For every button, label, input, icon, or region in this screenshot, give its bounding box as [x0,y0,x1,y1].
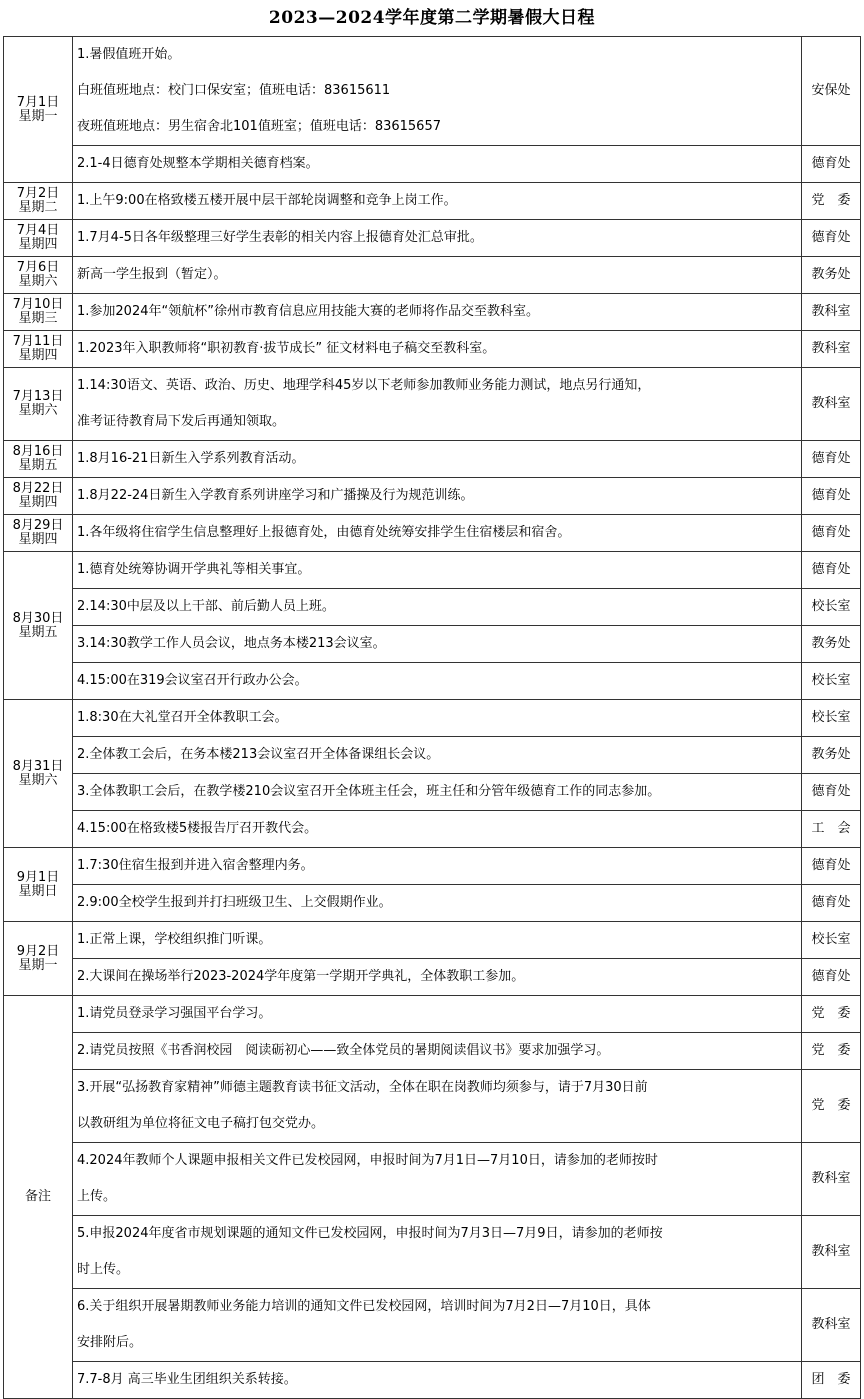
department-cell: 教科室 [802,1216,861,1289]
date-cell [4,441,73,478]
content-line: 2.14:30中层及以上干部、前后勤人员上班。 [77,599,335,614]
department-cell: 教科室 [802,1143,861,1216]
department-cell: 德育处 [802,959,861,996]
date-label: 8月16日 [12,444,64,459]
schedule-row [4,774,861,811]
weekday-label: 星期四 [18,237,58,252]
content-line: 1.参加2024年“领航杯”徐州市教育信息应用技能大赛的老师将作品交至教科室。 [77,304,539,319]
schedule-row [4,183,861,220]
department-cell: 德育处 [802,441,861,478]
schedule-row [4,996,861,1033]
schedule-row [4,1070,861,1143]
schedule-content [73,885,802,922]
schedule-content [73,368,802,441]
department-cell: 德育处 [802,515,861,552]
department-cell: 教务处 [802,737,861,774]
date-cell [4,478,73,515]
date-label: 7月11日 [12,334,64,349]
department-cell: 德育处 [802,478,861,515]
schedule-row [4,368,861,441]
schedule-content [73,220,802,257]
date-label: 7月2日 [16,186,60,201]
content-line: 2.9:00全校学生报到并打扫班级卫生、上交假期作业。 [77,895,392,910]
content-line: 以教研组为单位将征文电子稿打包交党办。 [77,1116,325,1131]
content-line: 1.正常上课，学校组织推门听课。 [77,932,272,947]
weekday-label: 星期一 [18,957,58,973]
department-cell: 教科室 [802,368,861,441]
department-cell: 安保处 [802,37,861,146]
schedule-row [4,220,861,257]
content-line: 1.2023年入职教师将“职初教育·拔节成长” 征文材料电子稿交至教科室。 [77,341,496,356]
date-cell [4,368,73,441]
department-cell: 教科室 [802,1289,861,1362]
date-cell [4,552,73,700]
schedule-content [73,811,802,848]
department-cell: 教科室 [802,331,861,368]
weekday-label: 星期日 [18,883,58,899]
schedule-content [73,1143,802,1216]
notes-label [4,996,73,1399]
schedule-row [4,552,861,589]
content-line: 2.大课间在操场举行2023-2024学年度第一学期开学典礼，全体教职工参加。 [77,969,525,984]
content-line: 1.8月22-24日新生入学教育系列讲座学习和广播操及行为规范训练。 [77,488,474,503]
department-cell: 德育处 [802,220,861,257]
content-line: 1.7月4-5日各年级整理三好学生表彰的相关内容上报德育处汇总审批。 [77,230,483,245]
date-label: 8月30日 [12,610,64,626]
schedule-row [4,478,861,515]
weekday-label: 星期六 [18,403,58,418]
schedule-content [73,1216,802,1289]
schedule-row [4,515,861,552]
weekday-label: 星期六 [18,772,58,788]
department-cell: 教科室 [802,294,861,331]
weekday-label: 星期四 [18,495,58,510]
weekday-label: 星期六 [18,274,58,289]
content-line: 时上传。 [77,1262,130,1277]
schedule-row [4,1143,861,1216]
schedule-row [4,441,861,478]
content-line: 上传。 [77,1189,117,1204]
schedule-content [73,959,802,996]
content-line: 5.申报2024年度省市规划课题的通知文件已发校园网，申报时间为7月3日—7月9日，请参加的老师按 [77,1226,663,1241]
content-line: 4.2024年教师个人课题申报相关文件已发校园网，申报时间为7月1日—7月10日，请参加的老师按时 [77,1153,658,1168]
schedule-row [4,811,861,848]
schedule-row [4,257,861,294]
department-cell: 德育处 [802,885,861,922]
date-label: 9月2日 [16,943,60,959]
content-line: 白班值班地点：校门口保安室；值班电话：83615611 [77,83,391,98]
content-line: 准考证待教育局下发后再通知领取。 [77,414,286,429]
date-cell [4,331,73,368]
department-cell: 工 会 [802,811,861,848]
date-label: 9月1日 [16,869,60,885]
schedule-row [4,331,861,368]
schedule-content [73,515,802,552]
schedule-content [73,1289,802,1362]
content-line: 2.全体教工会后，在务本楼213会议室召开全体备课组长会议。 [77,747,440,762]
department-cell: 德育处 [802,848,861,885]
date-cell [4,700,73,848]
schedule-row [4,1289,861,1362]
schedule-content [73,441,802,478]
schedule-row [4,626,861,663]
schedule-row [4,885,861,922]
page-title: 2023—2024学年度第二学期暑假大日程 [268,8,596,28]
department-cell: 党 委 [802,996,861,1033]
content-line: 新高一学生报到（暂定）。 [77,267,227,282]
schedule-content [73,183,802,220]
schedule-content [73,1070,802,1143]
date-cell [4,515,73,552]
schedule-content [73,146,802,183]
content-line: 3.14:30教学工作人员会议，地点务本楼213会议室。 [77,636,386,651]
schedule-row [4,663,861,700]
date-label: 7月6日 [16,260,60,275]
schedule-table [3,36,861,1399]
weekday-label: 星期一 [18,108,58,124]
schedule-content [73,552,802,589]
content-line: 2.1-4日德育处规整本学期相关德育档案。 [77,156,319,171]
content-line: 7.7-8月 高三毕业生团组织关系转接。 [77,1372,297,1387]
content-line: 2.请党员按照《书香润校园 阅读砺初心——致全体党员的暑期阅读倡议书》要求加强学习。 [77,1043,610,1058]
weekday-label: 星期四 [18,348,58,363]
content-line: 1.8月16-21日新生入学系列教育活动。 [77,451,305,466]
content-line: 1.14:30语文、英语、政治、历史、地理学科45岁以下老师参加教师业务能力测试，地点另行通知， [77,378,651,393]
date-cell [4,220,73,257]
schedule-content [73,331,802,368]
date-label: 备注 [24,1189,51,1204]
content-line: 4.15:00在319会议室召开行政办公会。 [77,673,308,688]
department-cell: 校长室 [802,663,861,700]
department-cell: 德育处 [802,146,861,183]
date-cell [4,37,73,183]
schedule-content [73,700,802,737]
content-line: 1.7:30住宿生报到并进入宿舍整理内务。 [77,858,314,873]
content-line: 1.德育处统筹协调开学典礼等相关事宜。 [77,562,311,577]
schedule-content [73,848,802,885]
department-cell: 党 委 [802,1033,861,1070]
date-cell [4,922,73,996]
schedule-content [73,663,802,700]
schedule-row [4,700,861,737]
schedule-row [4,37,861,146]
date-cell [4,257,73,294]
schedule-content [73,589,802,626]
content-line: 1.8:30在大礼堂召开全体教职工会。 [77,710,288,725]
schedule-content [73,996,802,1033]
schedule-row [4,1033,861,1070]
schedule-row [4,1362,861,1399]
content-line: 安排附后。 [77,1335,143,1350]
schedule-row [4,922,861,959]
content-line: 3.全体教职工会后，在教学楼210会议室召开全体班主任会，班主任和分管年级德育工作的同志参加。 [77,784,661,799]
date-label: 7月10日 [12,297,64,312]
schedule-content [73,1033,802,1070]
department-cell: 校长室 [802,589,861,626]
content-line: 夜班值班地点：男生宿舍北101值班室；值班电话：83615657 [77,119,441,134]
content-line: 1.暑假值班开始。 [77,47,181,62]
department-cell: 德育处 [802,552,861,589]
department-cell: 团 委 [802,1362,861,1399]
date-label: 7月13日 [12,389,64,404]
department-cell: 教务处 [802,257,861,294]
schedule-content [73,257,802,294]
schedule-content [73,1362,802,1399]
date-label: 7月4日 [16,223,60,238]
schedule-content [73,478,802,515]
date-cell [4,294,73,331]
schedule-content [73,294,802,331]
schedule-content [73,37,802,146]
content-line: 3.开展“弘扬教育家精神”师德主题教育读书征文活动，全体在职在岗教师均须参与，请于7月30日前 [77,1080,648,1095]
schedule-row [4,589,861,626]
schedule-row [4,146,861,183]
weekday-label: 星期四 [18,532,58,547]
department-cell: 党 委 [802,1070,861,1143]
content-line: 4.15:00在格致楼5楼报告厅召开教代会。 [77,821,318,836]
department-cell: 教务处 [802,626,861,663]
date-label: 8月22日 [12,481,64,496]
date-label: 8月31日 [12,758,64,774]
schedule-row [4,1216,861,1289]
department-cell: 校长室 [802,700,861,737]
schedule-content [73,774,802,811]
schedule-row [4,737,861,774]
weekday-label: 星期五 [18,624,58,640]
schedule-content [73,922,802,959]
department-cell: 德育处 [802,774,861,811]
date-label: 8月29日 [12,518,64,533]
weekday-label: 星期三 [18,311,58,326]
schedule-content [73,737,802,774]
weekday-label: 星期五 [18,458,58,473]
content-line: 1.各年级将住宿学生信息整理好上报德育处，由德育处统筹安排学生住宿楼层和宿舍。 [77,525,571,540]
date-cell [4,183,73,220]
schedule-row [4,848,861,885]
content-line: 6.关于组织开展暑期教师业务能力培训的通知文件已发校园网，培训时间为7月2日—7月10日，具体 [77,1299,651,1314]
department-cell: 党 委 [802,183,861,220]
schedule-row [4,294,861,331]
content-line: 1.请党员登录学习强国平台学习。 [77,1006,272,1021]
weekday-label: 星期二 [18,200,58,215]
date-cell [4,848,73,922]
schedule-content [73,626,802,663]
department-cell: 校长室 [802,922,861,959]
schedule-row [4,959,861,996]
date-label: 7月1日 [16,94,60,110]
content-line: 1.上午9:00在格致楼五楼开展中层干部轮岗调整和竞争上岗工作。 [77,193,457,208]
